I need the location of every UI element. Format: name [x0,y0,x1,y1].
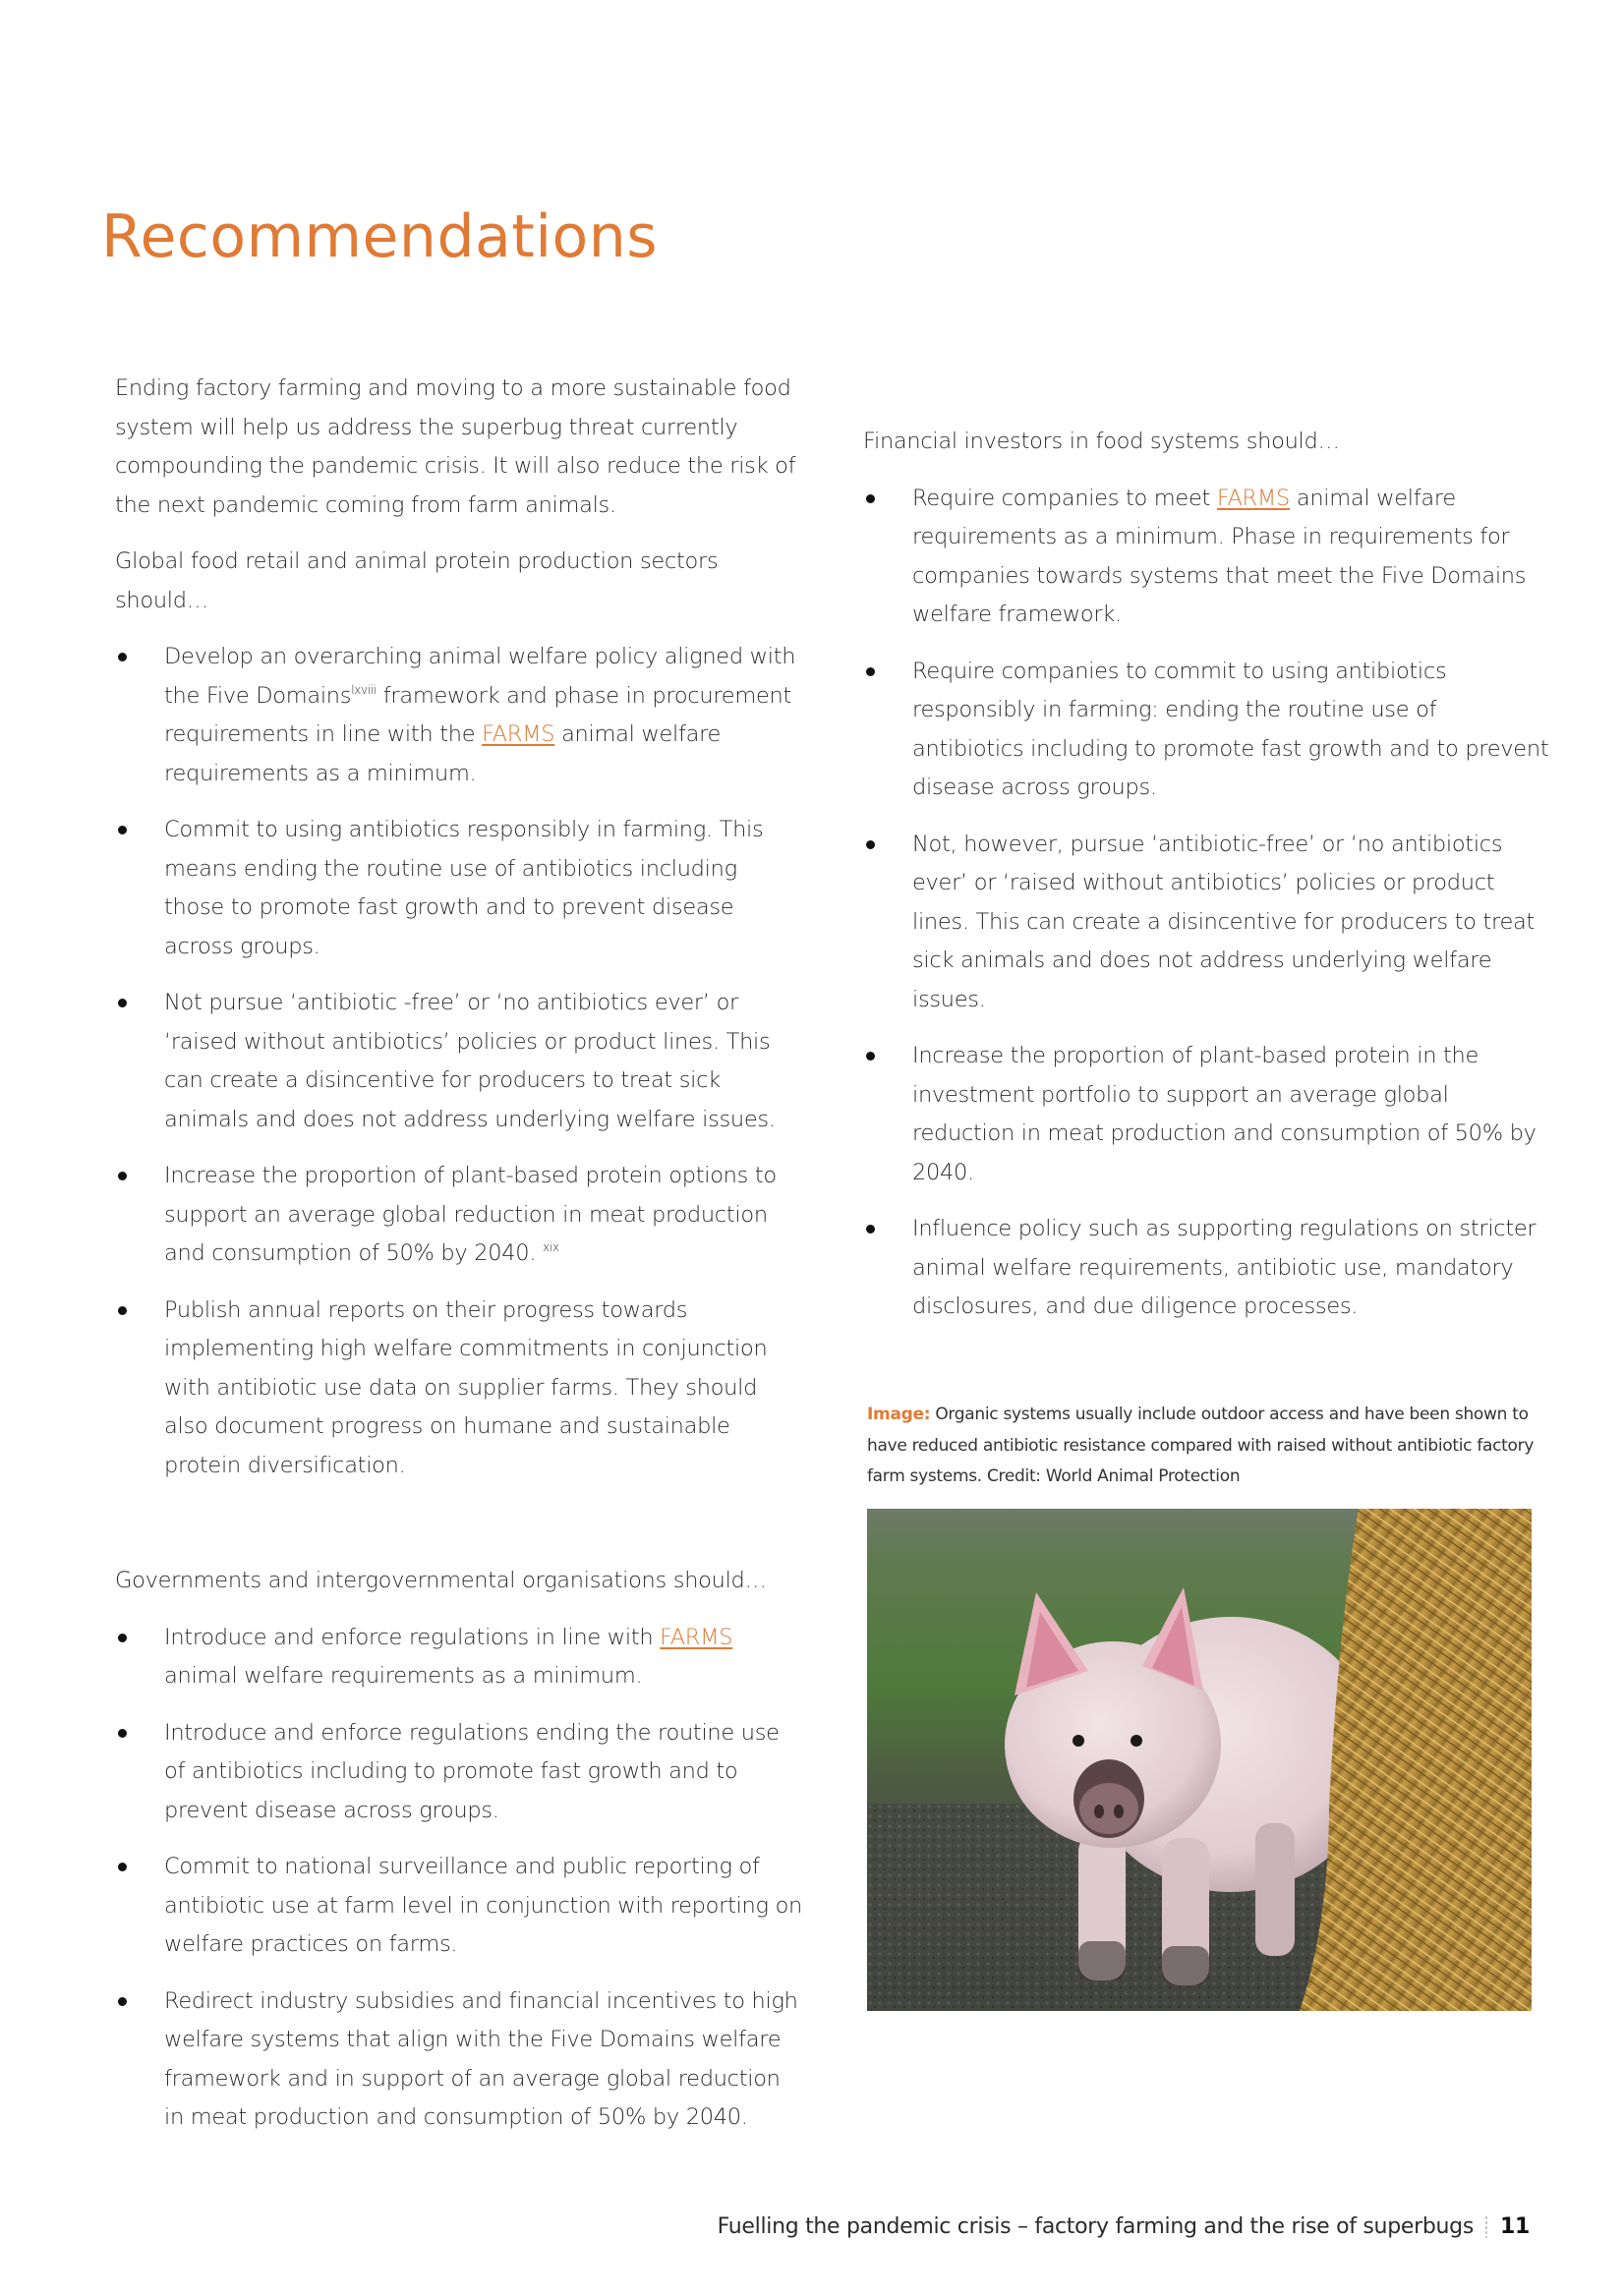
bullet-icon [866,494,875,503]
retail-section [115,543,803,1485]
left-column [115,370,803,2155]
government-recommendations-list [115,1619,803,2138]
footer-separator [1485,2216,1487,2238]
bullet-icon [118,1729,127,1738]
footnote-ref[interactable]: xix [543,1240,559,1254]
page-footer [718,2214,1530,2239]
bullet-icon [866,667,875,676]
list-item-text: Redirect industry subsidies and financial incentives to high welfare systems that align with the Five Domains welfare framework and in support of an average global reduction in meat production and consumption of 50% by 2040. [164,1987,798,2130]
bullet-icon [118,826,127,834]
list-item [115,1292,803,1486]
government-section-lead: Governments and intergovernmental organisations should… [115,1568,767,1593]
right-column [863,423,1551,1345]
list-item-text: Require companies to commit to using antibiotics responsibly in farming: ending the routine use of antibiotics including to promote fast growth and to prevent disease across groups. [912,658,1549,800]
farms-link[interactable]: FARMS [1216,485,1290,511]
list-item-text: Increase the proportion of plant-based protein options to support an average global reduction in meat production and consumption of 50% by 2040. [164,1163,777,1266]
caption-label: Image: [867,1405,931,1424]
farms-link[interactable]: FARMS [660,1624,733,1650]
list-item [115,1848,803,1965]
retail-section-lead: Global food retail and animal protein production sectors should… [115,548,719,613]
list-item-text: animal welfare requirements as a minimum. [164,721,722,786]
pig-photo [867,1509,1532,2011]
government-section [115,1562,803,2138]
list-item [863,1210,1551,1327]
list-item [115,811,803,966]
list-item [115,1619,803,1696]
list-item-text: Introduce and enforce regulations in line with [164,1624,661,1650]
list-item [863,826,1551,1020]
caption-text: Organic systems usually include outdoor access and have been shown to have reduced antibiotic resistance compared with raised without antibiotic factory farm systems. Credit: World Animal Protection [867,1405,1535,1486]
list-item-text: Introduce and enforce regulations ending the routine use of antibiotics including to promote fast growth and to prevent disease across groups. [164,1719,780,1823]
bullet-icon [118,1306,127,1315]
bullet-icon [866,840,875,849]
list-item [115,1982,803,2138]
bullet-icon [118,1634,127,1642]
pig-photo-illustration [867,1509,1532,2011]
farms-link[interactable]: FARMS [482,721,555,747]
publication-title: Fuelling the pandemic crisis – factory farming and the rise of superbugs [717,2214,1474,2239]
bullet-icon [118,1863,127,1871]
investor-recommendations-list [863,480,1551,1327]
list-item-text: Not pursue ‘antibiotic -free’ or ‘no antibiotics ever’ or ‘raised without antibiotics’ policies or product lines. This can create a disincentive for producers to treat sick animals and does not address underlying welfare issues. [164,990,776,1132]
intro-paragraph: Ending factory farming and moving to a more sustainable food system will help us address the superbug threat currently compounding the pandemic crisis. It will also reduce the risk of the next pandemic coming from farm animals. [115,375,796,518]
list-item-text: Influence policy such as supporting regulations on stricter animal welfare requirements, antibiotic use, mandatory disclosures, and due diligence processes. [912,1216,1537,1319]
list-item-text: Publish annual reports on their progress towards implementing high welfare commitments in conjunction with antibiotic use data on supplier farms. They should also document progress on humane and sustainable protein diversification. [164,1296,768,1478]
retail-recommendations-list [115,638,803,1485]
page-title: Recommendations [101,202,658,271]
list-item [863,480,1551,635]
bullet-icon [866,1052,875,1061]
list-item [115,1157,803,1274]
list-item-text: Develop an overarching animal welfare policy aligned with the Five Domains [164,644,796,709]
list-item [863,1037,1551,1192]
bullet-icon [866,1225,875,1234]
list-item-text: Increase the proportion of plant-based protein in the investment portfolio to support an average global reduction in meat production and consumption of 50% by 2040. [912,1043,1537,1185]
list-item-text: Commit to national surveillance and public reporting of antibiotic use at farm level in conjunction with reporting on welfare practices on farms. [164,1854,802,1957]
list-item [115,638,803,793]
list-item [115,984,803,1139]
list-item-text: Not, however, pursue ‘antibiotic-free’ or ‘no antibiotics ever’ or ‘raised without antibiotics’ policies or product lines. This can create a disincentive for producers to treat sick animals and does not address underlying welfare issues. [912,831,1536,1012]
bullet-icon [118,1172,127,1180]
investor-section-lead: Financial investors in food systems should… [863,429,1340,454]
list-item-text: Commit to using antibiotics responsibly in farming. This means ending the routine use of antibiotics including those to promote fast growth and to prevent disease across groups. [164,817,764,959]
list-item-text: animal welfare requirements as a minimum. Phase in requirements for companies towards systems that meet the Five Domains welfare framework. [912,485,1527,627]
image-caption [867,1400,1545,1493]
list-item-text: framework and phase in procurement requirements in line with the [164,682,791,747]
list-item [863,653,1551,808]
bullet-icon [118,653,127,661]
investor-section [863,423,1551,1327]
list-item [115,1714,803,1831]
footnote-ref[interactable]: lxviii [351,682,377,697]
bullet-icon [118,1997,127,2006]
page-number: 11 [1499,2214,1530,2239]
bullet-icon [118,999,127,1007]
list-item-text: Require companies to meet [912,485,1217,511]
list-item-text: animal welfare requirements as a minimum. [164,1663,643,1689]
